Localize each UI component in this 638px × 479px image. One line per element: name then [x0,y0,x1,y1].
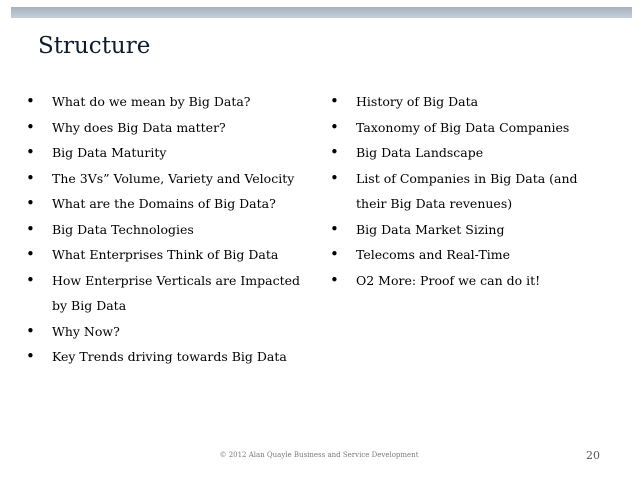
bullet-text: Big Data Market Sizing [356,221,505,237]
bullet-icon: • [330,219,339,238]
bullet-item [330,140,630,166]
bullet-icon: • [26,321,35,340]
bullet-item [330,115,630,141]
bullet-text: Big Data Landscape [356,145,484,160]
bullet-icon: • [330,270,339,289]
bullet-icon: • [330,117,339,136]
bullet-item [26,242,316,268]
bullet-text: their Big Data revenues) [356,196,513,211]
bullet-text: What are the Domains of Big Data? [52,196,276,211]
bullet-text: by Big Data [52,298,127,313]
bullet-text: History of Big Data [356,94,479,109]
left-bullet-list [26,89,316,370]
top-decorative-bar [11,7,632,18]
bullet-text: What Enterprises Think of Big Data [52,247,279,262]
slide-title: Structure [38,33,151,59]
bullet-item [26,89,316,115]
bullet-text: Big Data Maturity [52,145,167,160]
bullet-icon: • [330,143,339,161]
bullet-item [330,268,630,294]
bullet-icon: • [330,245,339,263]
page-number: 20 [586,449,600,462]
footer-copyright: © 2012 Alan Quayle Business and Service Development [219,451,419,459]
bullet-text: List of Companies in Big Data (and [356,170,578,186]
bullet-icon: • [26,143,35,161]
bullet-item [26,217,316,243]
bullet-icon: • [26,117,35,136]
bullet-item [26,191,316,217]
bullet-text: O2 More: Proof we can do it! [356,272,541,288]
bullet-text: Why Now? [52,323,120,339]
bullet-item [26,319,316,345]
bullet-item [26,344,316,370]
bullet-icon: • [26,245,35,263]
bullet-text: What do we mean by Big Data? [52,94,251,109]
bullet-text: Taxonomy of Big Data Companies [356,119,570,135]
right-bullet-list [330,89,630,293]
bullet-item [26,166,316,192]
bullet-text: How Enterprise Verticals are Impacted [52,272,301,288]
bullet-icon: • [26,194,35,212]
bullet-text: Key Trends driving towards Big Data [52,349,287,364]
bullet-text: The 3Vs” Volume, Variety and Velocity [52,170,295,186]
bullet-text: Telecoms and Real-Time [356,247,511,262]
bullet-icon: • [26,347,35,365]
bullet-text: Why does Big Data matter? [52,119,226,135]
bullet-icon: • [330,168,339,187]
bullet-item [330,89,630,115]
bullet-icon: • [26,270,35,289]
bullet-icon: • [330,92,339,110]
bullet-icon: • [26,92,35,110]
bullet-item [330,217,630,243]
bullet-icon: • [26,168,35,187]
bullet-text: Big Data Technologies [52,221,194,237]
bullet-item [26,140,316,166]
bullet-item [26,268,316,319]
bullet-item [330,166,630,217]
bullet-item [330,242,630,268]
bullet-item [26,115,316,141]
bullet-icon: • [26,219,35,238]
